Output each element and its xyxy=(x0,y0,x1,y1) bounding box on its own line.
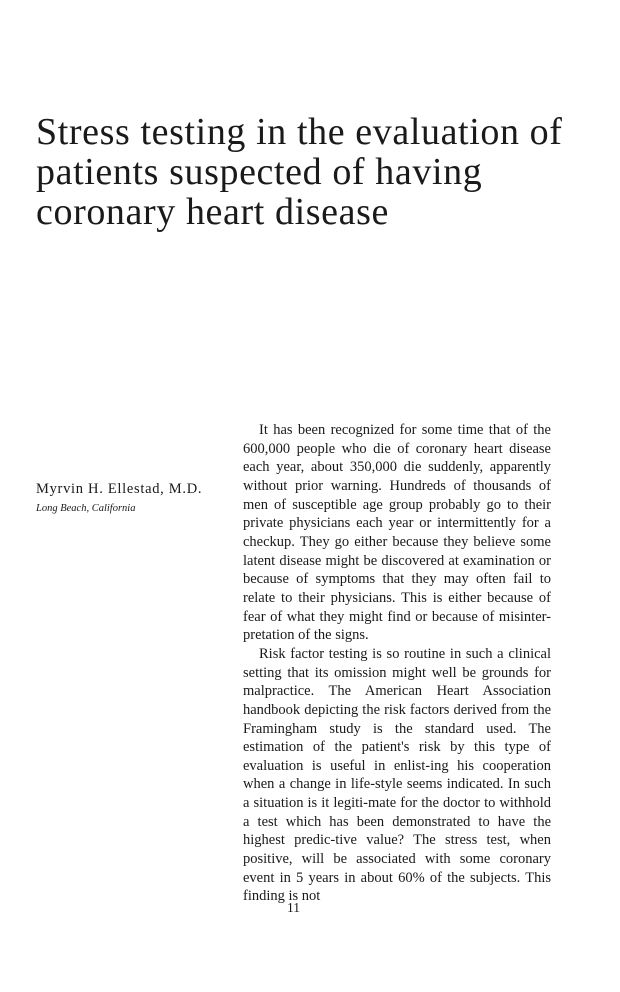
title-line-2: patients suspected of having xyxy=(36,151,483,193)
body-paragraph-1: It has been recognized for some time that of the 600,000 people who die of coronary heart disease each year, about 350,000 die suddenly, apparently without prior warning. Hundreds of thousands of men of susceptible age group probably go to their private physicians each year or intermittently for a checkup. They go either because they believe some latent disease might be discovered at examination or because of symptoms that they may often fail to relate to their physicians. This is either because of fear of what they might find or because of misinter-pretation of the signs. xyxy=(243,422,551,644)
article-title xyxy=(36,112,596,232)
author-block xyxy=(36,480,236,516)
title-line-1: Stress testing in the evaluation of xyxy=(36,111,563,153)
page-number: 11 xyxy=(287,900,300,915)
author-affiliation: Long Beach, California xyxy=(36,503,136,514)
body-paragraph-2: Risk factor testing is so routine in such a clinical setting that its omission might well be grounds for malpractice. The American Heart Association handbook depicting the risk factors derived from the Framingham study is the standard used. The estimation of the patient's risk by this type of evaluation is useful in enlist-ing his cooperation when a change in life-style seems indicated. In such a situation is it legiti-mate for the doctor to withhold a test which has been demonstrated to have the highest predic-tive value? The stress test, when positive, will be associated with some coronary event in 5 years in about 60% of the subjects. This finding is not xyxy=(243,645,551,905)
title-line-3: coronary heart disease xyxy=(36,191,389,233)
author-name: Myrvin H. Ellestad, M.D. xyxy=(36,481,203,497)
body-text-column xyxy=(243,421,551,906)
